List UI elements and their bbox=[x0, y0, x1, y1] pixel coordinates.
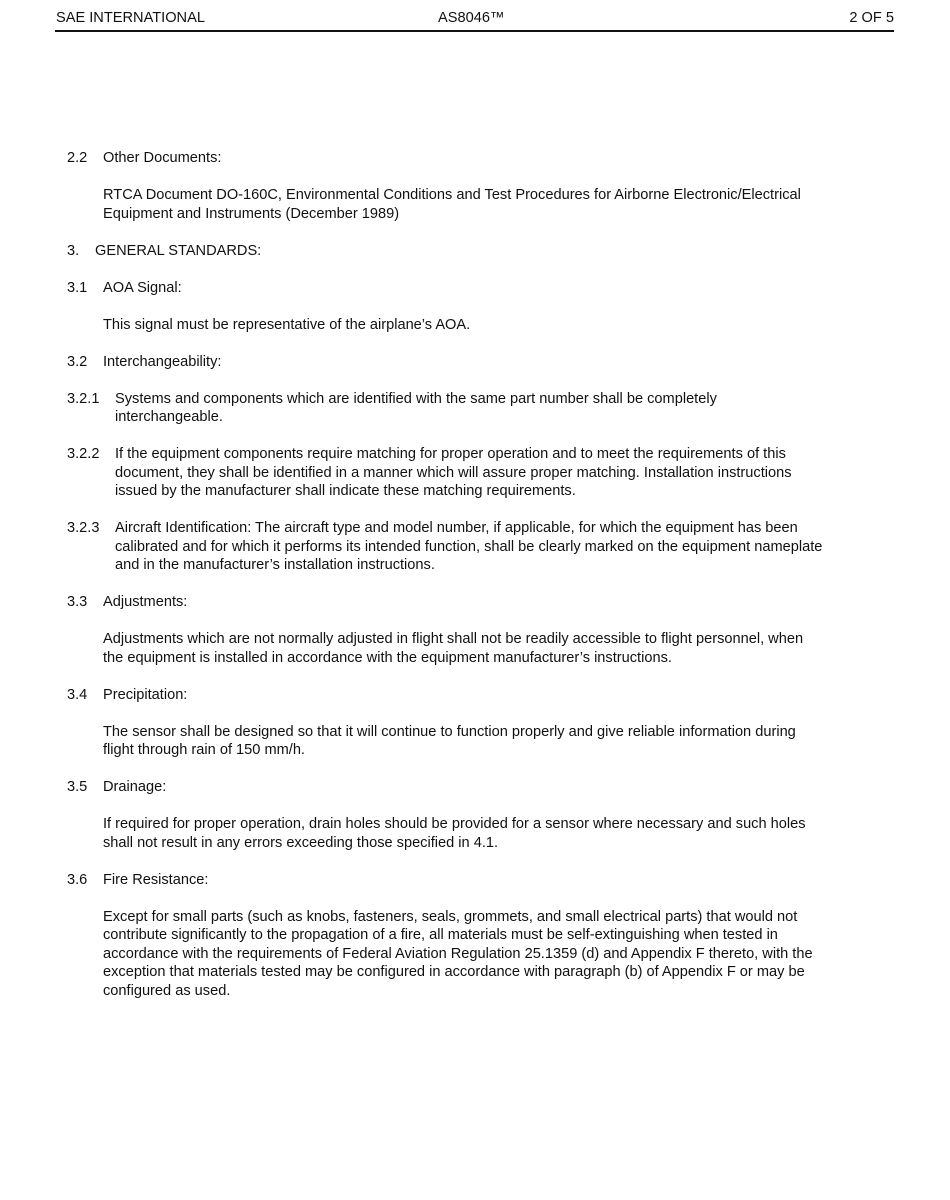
section-2-2-body: RTCA Document DO-160C, Environmental Conditions and Test Procedures for Airborne Electronic/Electrical Equipment and Instruments (December 1989) bbox=[103, 187, 801, 222]
section-number: 3.5 bbox=[67, 779, 88, 795]
section-title: AOA Signal: bbox=[103, 279, 182, 296]
section-title: GENERAL STANDARDS: bbox=[95, 242, 262, 259]
section-title: Adjustments: bbox=[103, 594, 188, 610]
section-number: 3. bbox=[67, 242, 80, 259]
section-body: If the equipment components require matching for proper operation and to meet the requirements of this document, they shall be identified in a manner which will assure proper matching. Installation instructions issued by the manufacturer shall indicate these matching requirements. bbox=[115, 446, 792, 499]
section-number: 3.6 bbox=[67, 871, 88, 888]
section-body: Aircraft Identification: The aircraft type and model number, if applicable, for which the equipment has been calibrated and for which it performs its intended function, shall be clearly marked on the equipment nameplate and in the manufacturer’s installation instructions. bbox=[115, 520, 823, 573]
header-organization: SAE INTERNATIONAL bbox=[56, 10, 205, 26]
section-3-2-3 bbox=[67, 519, 827, 575]
section-title: Other Documents: bbox=[103, 150, 222, 166]
section-3-1-body: This signal must be representative of the airplane’s AOA. bbox=[103, 316, 471, 333]
header-page-number: 2 OF 5 bbox=[849, 10, 894, 26]
section-number: 3.3 bbox=[67, 594, 88, 610]
section-3-4-body: The sensor shall be designed so that it will continue to function properly and give reliable information during flight through rain of 150 mm/h. bbox=[103, 723, 796, 758]
section-3-3-heading bbox=[67, 593, 827, 612]
section-number: 3.4 bbox=[67, 686, 88, 703]
section-3-2-2 bbox=[67, 445, 827, 501]
section-3-5-body: If required for proper operation, drain holes should be provided for a sensor where necessary and such holes shall not result in any errors exceeding those specified in 4.1. bbox=[103, 816, 806, 851]
section-body: Systems and components which are identified with the same part number shall be completely interchangeable. bbox=[115, 390, 717, 425]
section-number: 3.1 bbox=[67, 279, 88, 296]
section-3-3-body: Adjustments which are not normally adjusted in flight shall not be readily accessible to flight personnel, when the equipment is installed in accordance with the equipment manufacturer’s instructions. bbox=[103, 631, 804, 666]
section-3-6-heading bbox=[67, 871, 827, 890]
document-body bbox=[67, 149, 827, 1000]
section-3-1-heading bbox=[67, 279, 827, 298]
section-2-2-heading bbox=[67, 149, 827, 168]
header-document-id: AS8046™ bbox=[438, 10, 505, 26]
section-title: Interchangeability: bbox=[103, 353, 222, 370]
section-3-2-1 bbox=[67, 390, 827, 427]
section-3-6-body: Except for small parts (such as knobs, fasteners, seals, grommets, and small electrical parts) that would not contribute significantly to the propagation of a fire, all materials must be self-extinguishing when tested in accordance with the requirements of Federal Aviation Regulation 25.1359 (d) and Appendix F thereto, with the exception that materials tested may be configured in accordance with paragraph (b) of Appendix F or may be configured as used. bbox=[103, 908, 813, 999]
page-header bbox=[55, 9, 894, 32]
section-number: 2.2 bbox=[67, 150, 88, 166]
section-title: Precipitation: bbox=[103, 686, 188, 703]
section-number: 3.2.1 bbox=[67, 390, 100, 407]
section-number: 3.2 bbox=[67, 353, 88, 370]
section-number: 3.2.2 bbox=[67, 446, 100, 462]
section-number: 3.2.3 bbox=[67, 520, 100, 536]
section-3-2-heading bbox=[67, 353, 827, 372]
section-title: Drainage: bbox=[103, 779, 167, 795]
section-3-5-heading bbox=[67, 778, 827, 797]
section-3-heading bbox=[67, 242, 827, 261]
section-3-4-heading bbox=[67, 686, 827, 705]
section-title: Fire Resistance: bbox=[103, 871, 209, 888]
